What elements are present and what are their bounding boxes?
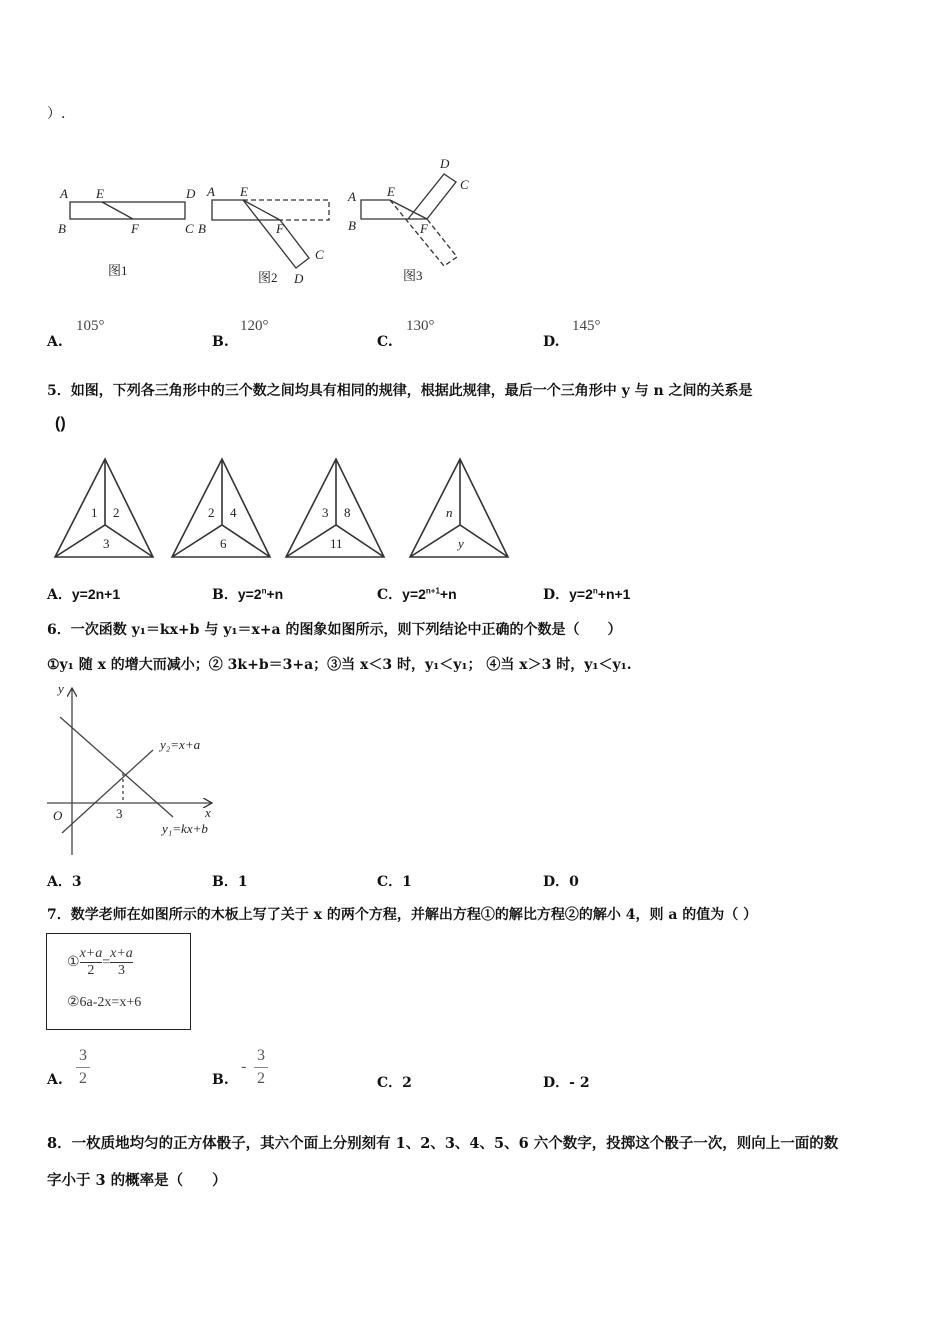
option-label: B． <box>212 587 238 603</box>
equation-2: ②6a-2x=x+6 <box>67 995 142 1010</box>
option-value: 1 <box>237 874 248 890</box>
triangle-1 <box>55 459 153 557</box>
equation-board <box>46 933 191 1030</box>
q8-stem-line1: 8．一枚质地均匀的正方体骰子，其六个面上分别刻有 1、2、3、4、5、6 六个数字，投掷这个骰子一次，则向上一面的数 <box>47 1135 839 1152</box>
svg-text:B: B <box>348 218 356 233</box>
svg-text:B: B <box>198 221 206 236</box>
q6-stem: 6．一次函数 y₁＝kx+b 与 y₁＝x+a 的图象如图所示，则下列结论中正确的个数是（ ） <box>47 622 622 638</box>
q7-option-d[interactable] <box>543 1072 590 1092</box>
fig2-caption: 图2 <box>258 270 278 285</box>
svg-text:C: C <box>185 221 194 236</box>
triangle-number: 3 <box>322 505 329 520</box>
triangle-number: 3 <box>103 536 110 551</box>
option-base: y=2 <box>402 586 426 602</box>
option-value: - 2 <box>569 1075 590 1091</box>
fig3-caption: 图3 <box>403 268 423 283</box>
folding-figures <box>0 0 950 300</box>
eq-sign: = <box>102 954 111 970</box>
triangle-figures <box>0 450 950 570</box>
option-base: y=2 <box>237 586 262 602</box>
option-value: 120° <box>240 318 269 334</box>
svg-text:D: D <box>440 156 450 171</box>
svg-text:C: C <box>460 177 469 192</box>
option-label: C. <box>377 334 393 350</box>
linear-function-graph <box>0 670 950 870</box>
q7-option-c[interactable] <box>377 1072 412 1092</box>
eq1-numerator-left: x+a <box>79 946 103 961</box>
origin-label: O <box>53 808 63 823</box>
option-value: 145° <box>572 318 601 334</box>
q6-option-d[interactable] <box>543 871 579 891</box>
y-axis-label: y <box>58 681 64 696</box>
q5-option-a[interactable] <box>47 584 120 604</box>
q6-option-c[interactable] <box>377 871 412 891</box>
option-label: C． <box>377 1075 403 1091</box>
option-value: 130° <box>406 318 435 334</box>
option-tail: +n+1 <box>597 586 631 602</box>
triangle-3 <box>286 459 384 557</box>
option-label: D． <box>543 587 570 603</box>
q5-option-c[interactable] <box>377 584 457 604</box>
line-y2-label: y₂=x+a <box>160 737 201 752</box>
triangle-number: 6 <box>220 536 227 551</box>
svg-text:D: D <box>186 186 196 201</box>
svg-text:A: A <box>60 186 68 201</box>
triangle-number: 4 <box>230 505 237 520</box>
fig1-caption: 图1 <box>108 263 128 278</box>
svg-text:B: B <box>58 221 66 236</box>
triangle-number: y <box>458 536 464 551</box>
option-label: B. <box>212 1072 229 1088</box>
option-value: 1 <box>402 874 412 890</box>
option-label: A． <box>47 874 72 890</box>
question-fragment: ）. <box>47 106 66 122</box>
option-label: A． <box>47 587 72 603</box>
eq1-denominator-right: 3 <box>117 963 125 978</box>
option-value: 3 <box>71 874 82 890</box>
svg-text:A: A <box>348 189 356 204</box>
option-value: 0 <box>569 874 579 890</box>
triangle-number: 11 <box>330 536 343 551</box>
eq1-denominator-left: 2 <box>87 963 95 978</box>
svg-text:E: E <box>240 184 248 199</box>
triangle-number: 2 <box>113 505 120 520</box>
option-label: B. <box>212 334 229 350</box>
option-base: y=2 <box>569 586 593 602</box>
equation-1 <box>67 946 133 979</box>
option-label: A. <box>47 334 63 350</box>
triangle-number: n <box>446 505 453 520</box>
option-label: D． <box>543 1075 570 1091</box>
svg-text:F: F <box>131 221 139 236</box>
q8-stem-line2: 字小于 3 的概率是（ ） <box>47 1172 227 1189</box>
option-exponent: n <box>261 586 267 596</box>
svg-text:D: D <box>294 271 304 286</box>
q5-answer-paren: () <box>55 415 66 432</box>
q6-option-a[interactable] <box>47 871 82 891</box>
denominator: 2 <box>76 1067 90 1090</box>
triangle-2 <box>172 459 270 557</box>
minus-sign: - <box>241 1058 247 1075</box>
eq1-numerator-right: x+a <box>110 946 133 961</box>
triangle-4 <box>410 459 508 557</box>
option-tail: +n <box>439 586 457 602</box>
svg-text:E: E <box>96 186 104 201</box>
option-exponent: n+1 <box>425 586 440 596</box>
triangle-number: 2 <box>208 505 215 520</box>
option-value: y=2n+1 <box>71 586 121 602</box>
svg-text:C: C <box>315 247 324 262</box>
option-label: C． <box>377 874 403 890</box>
option-value: 105° <box>76 318 105 334</box>
triangle-number: 1 <box>91 505 98 520</box>
line-y1-label: y₁=kx+b <box>162 821 208 836</box>
numerator: 3 <box>257 1047 265 1064</box>
option-label: D． <box>543 874 570 890</box>
q5-option-b[interactable] <box>212 584 283 604</box>
svg-text:F: F <box>276 221 284 236</box>
option-tail: +n <box>266 586 284 602</box>
fraction-value <box>254 1045 268 1090</box>
tick-label: 3 <box>116 806 123 821</box>
option-label: B． <box>212 874 238 890</box>
option-label: D. <box>543 334 560 350</box>
x-axis-label: x <box>205 805 211 820</box>
svg-text:F: F <box>420 221 428 236</box>
option-label: C． <box>377 587 403 603</box>
svg-text:A: A <box>207 184 215 199</box>
q7-stem: 7．数学老师在如图所示的木板上写了关于 x 的两个方程，并解出方程①的解比方程②的解小 4，则 a 的值为（ ） <box>47 907 758 923</box>
eq-mark: ① <box>67 955 80 970</box>
line-y1 <box>60 717 173 817</box>
triangle-number: 8 <box>344 505 351 520</box>
option-exponent: n <box>592 586 598 596</box>
fraction-value <box>76 1045 90 1090</box>
line-y2 <box>62 750 153 833</box>
svg-text:E: E <box>387 184 395 199</box>
q6-statements: ①y₁ 随 x 的增大而减小；② 3k+b＝3+a；③当 x＜3 时，y₁＜y₁； ④当 x＞3 时，y₁＜y₁. <box>47 657 632 673</box>
option-label: A. <box>47 1072 63 1088</box>
numerator: 3 <box>79 1047 87 1064</box>
q5-option-d[interactable] <box>543 584 630 604</box>
q5-stem: 5．如图，下列各三角形中的三个数之间均具有相同的规律，根据此规律，最后一个三角形中 y 与 n 之间的关系是 <box>47 383 753 399</box>
q6-option-b[interactable] <box>212 871 248 891</box>
option-value: 2 <box>402 1075 412 1091</box>
denominator: 2 <box>254 1067 268 1090</box>
